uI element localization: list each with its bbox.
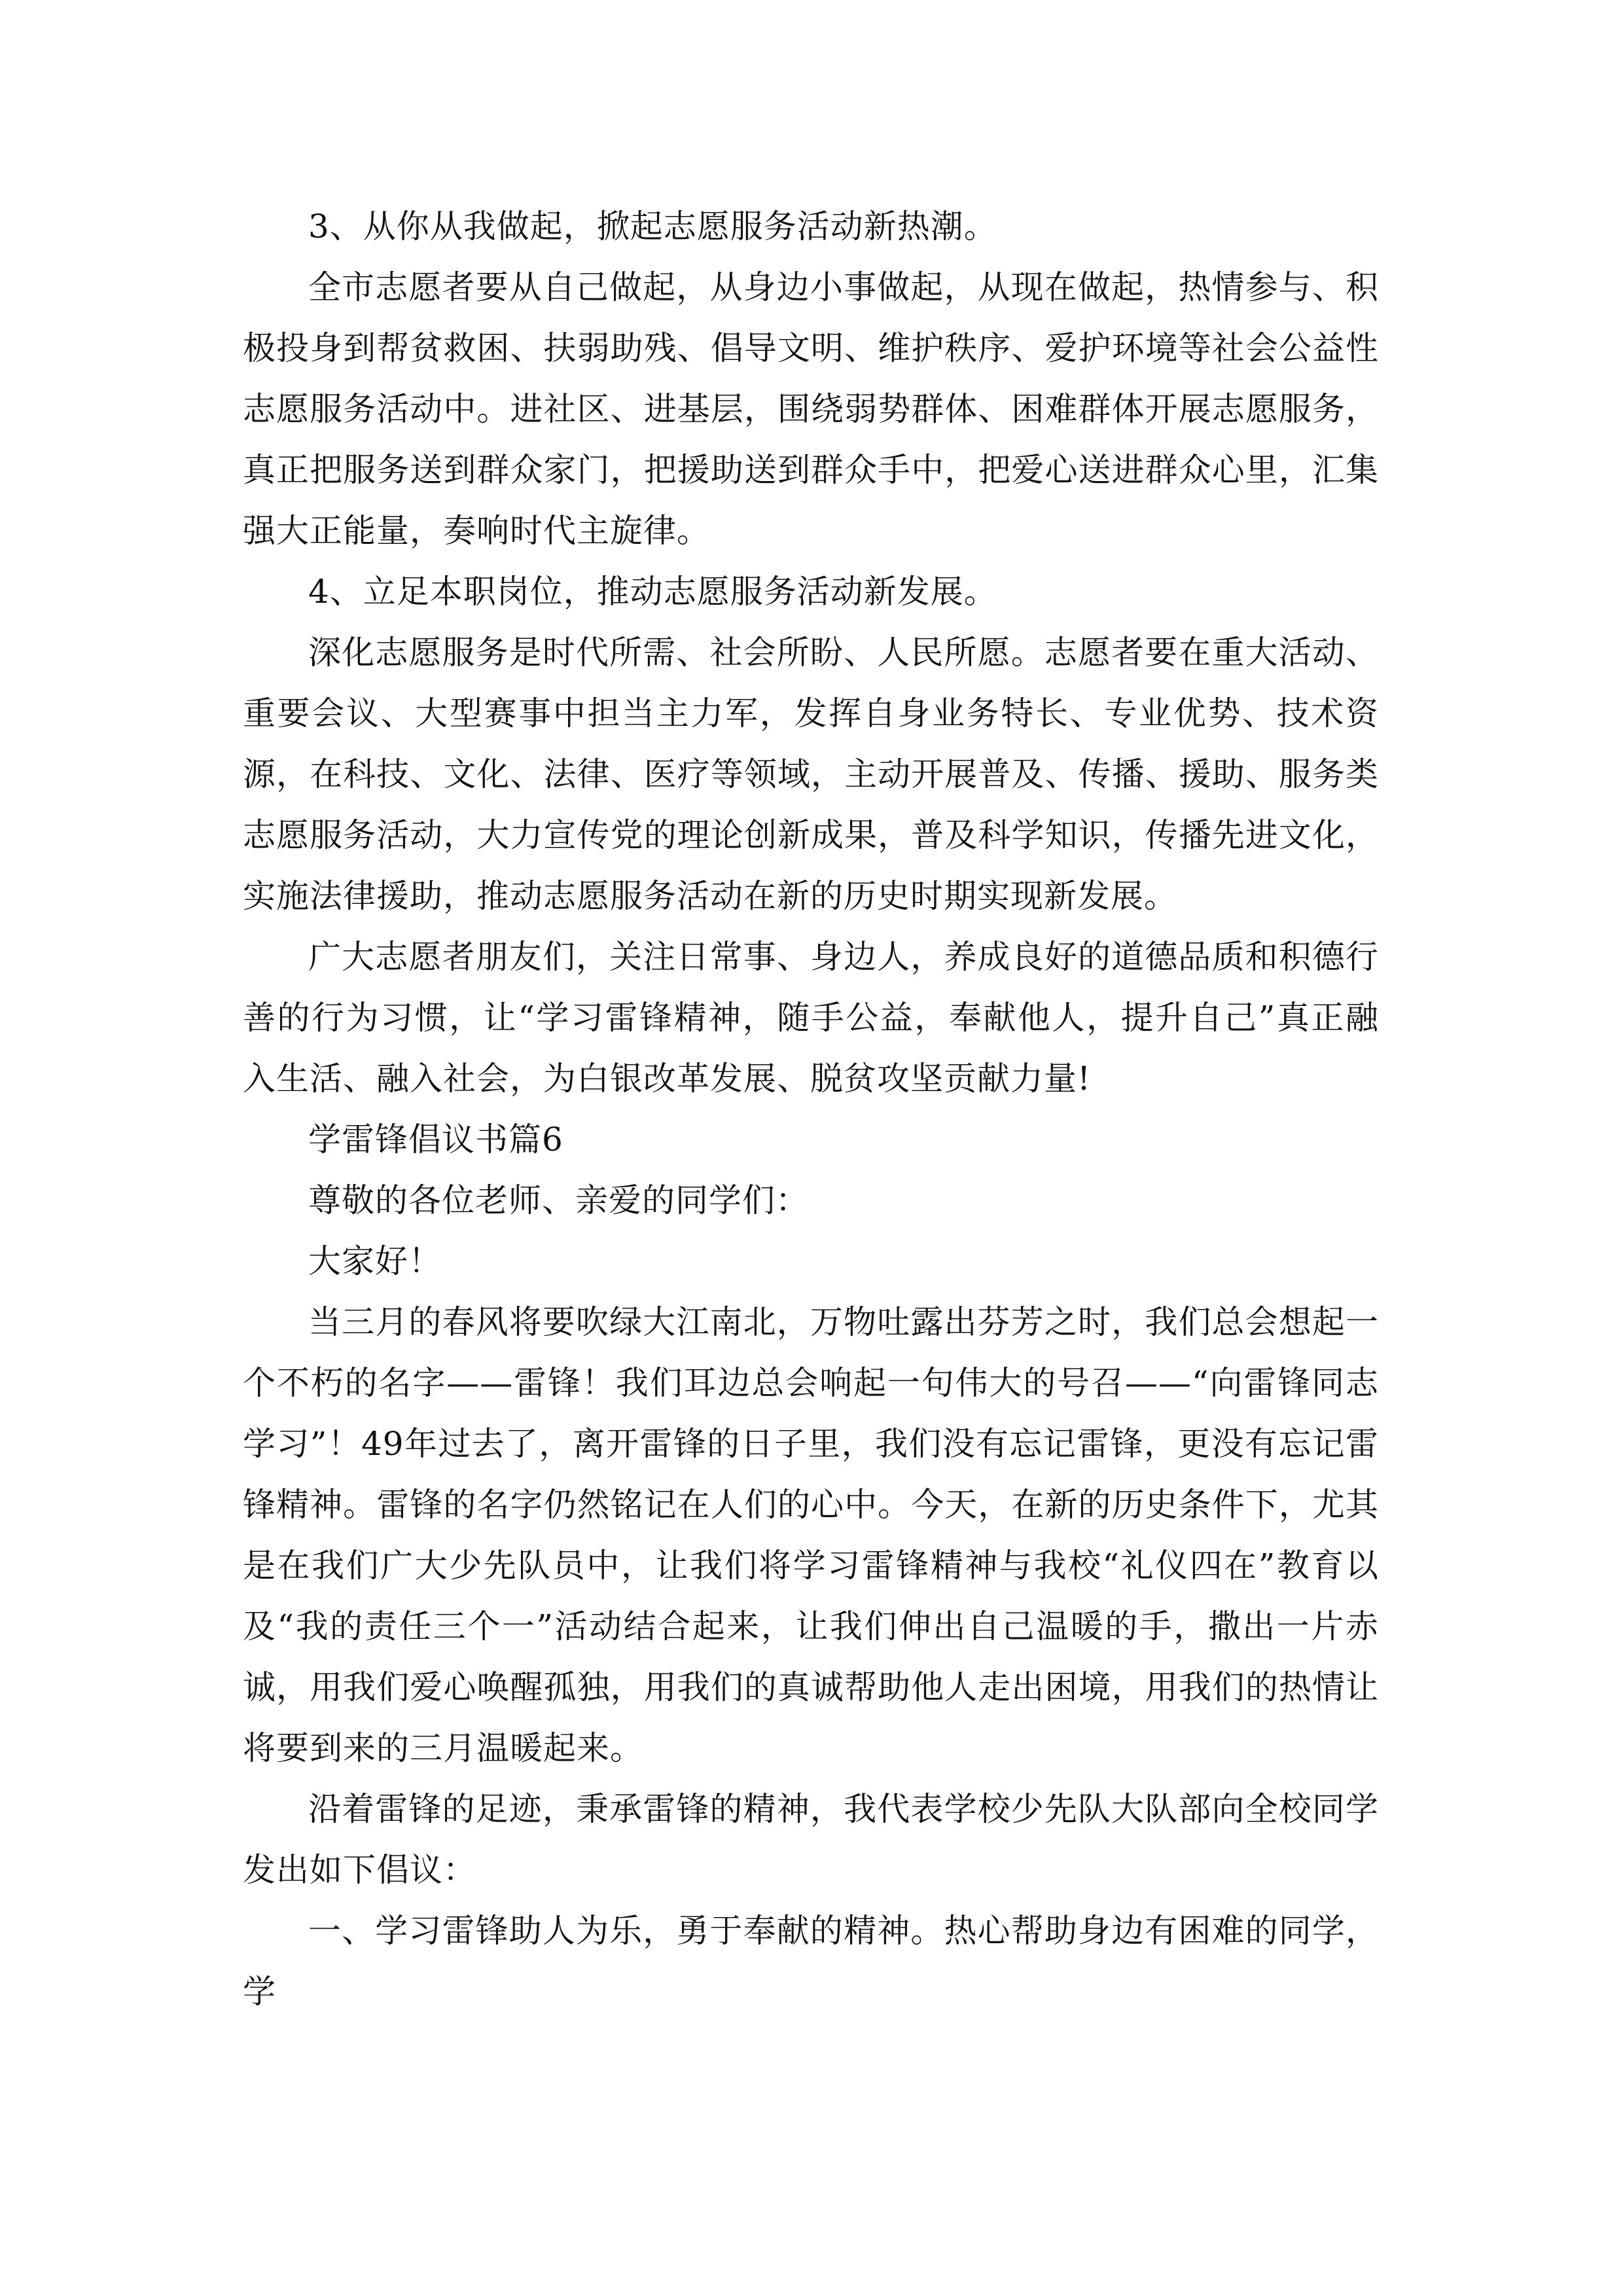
section-title: 学雷锋倡议书篇6 (308, 1121, 563, 1158)
greeting: 大家好！ (308, 1242, 442, 1280)
paragraph: 一、学习雷锋助人为乐，勇于奉献的精神。热心帮助身边有困难的同学，学 (243, 1912, 1379, 2011)
paragraph: 深化志愿服务是时代所需、社会所盼、人民所愿。志愿者要在重大活动、重要会议、大型赛事中担当主力军，发挥自身业务特长、专业优势、技术资源，在科技、文化、法律、医疗等领域，主动开展普及、传播、援助、服务类志愿服务活动，大力宣传党的理论创新成果，普及科学知识，传播先进文化，实施法律援助，推动志愿服务活动在新的历史时期实现新发展。 (243, 634, 1379, 915)
paragraph-heading-4: 4、立足本职岗位，推动志愿服务活动新发展。 (308, 573, 997, 611)
paragraph: 广大志愿者朋友们，关注日常事、身边人，养成良好的道德品质和积德行善的行为习惯，让“学习雷锋精神，随手公益，奉献他人，提升自己”真正融入生活、融入社会，为白银改革发展、脱贫攻坚贡献力量! (243, 938, 1379, 1098)
paragraph: 沿着雷锋的足迹，秉承雷锋的精神，我代表学校少先队大队部向全校同学发出如下倡议： (243, 1790, 1379, 1889)
paragraph: 当三月的春风将要吹绿大江南北，万物吐露出芬芳之时，我们总会想起一个不朽的名字——雷锋！我们耳边总会响起一句伟大的号召——“向雷锋同志学习”！49年过去了，离开雷锋的日子里，我们没有忘记雷锋，更没有忘记雷锋精神。雷锋的名字仍然铭记在人们的心中。今天，在新的历史条件下，尤其是在我们广大少先队员中，让我们将学习雷锋精神与我校“礼仪四在”教育以及“我的责任三个一”活动结合起来，让我们伸出自己温暖的手，撒出一片赤诚，用我们爱心唤醒孤独，用我们的真诚帮助他人走出困境，用我们的热情让将要到来的三月温暖起来。 (243, 1303, 1379, 1767)
salutation: 尊敬的各位老师、亲爱的同学们： (308, 1181, 809, 1219)
paragraph: 全市志愿者要从自己做起，从身边小事做起，从现在做起，热情参与、积极投身到帮贫救困、扶弱助残、倡导文明、维护秩序、爱护环境等社会公益性志愿服务活动中。进社区、进基层，围绕弱势群体、困难群体开展志愿服务，真正把服务送到群众家门，把援助送到群众手中，把爱心送进群众心里，汇集强大正能量，奏响时代主旋律。 (243, 268, 1379, 550)
paragraph-heading-3: 3、从你从我做起，掀起志愿服务活动新热潮。 (308, 207, 997, 245)
document-body (243, 196, 1379, 2022)
